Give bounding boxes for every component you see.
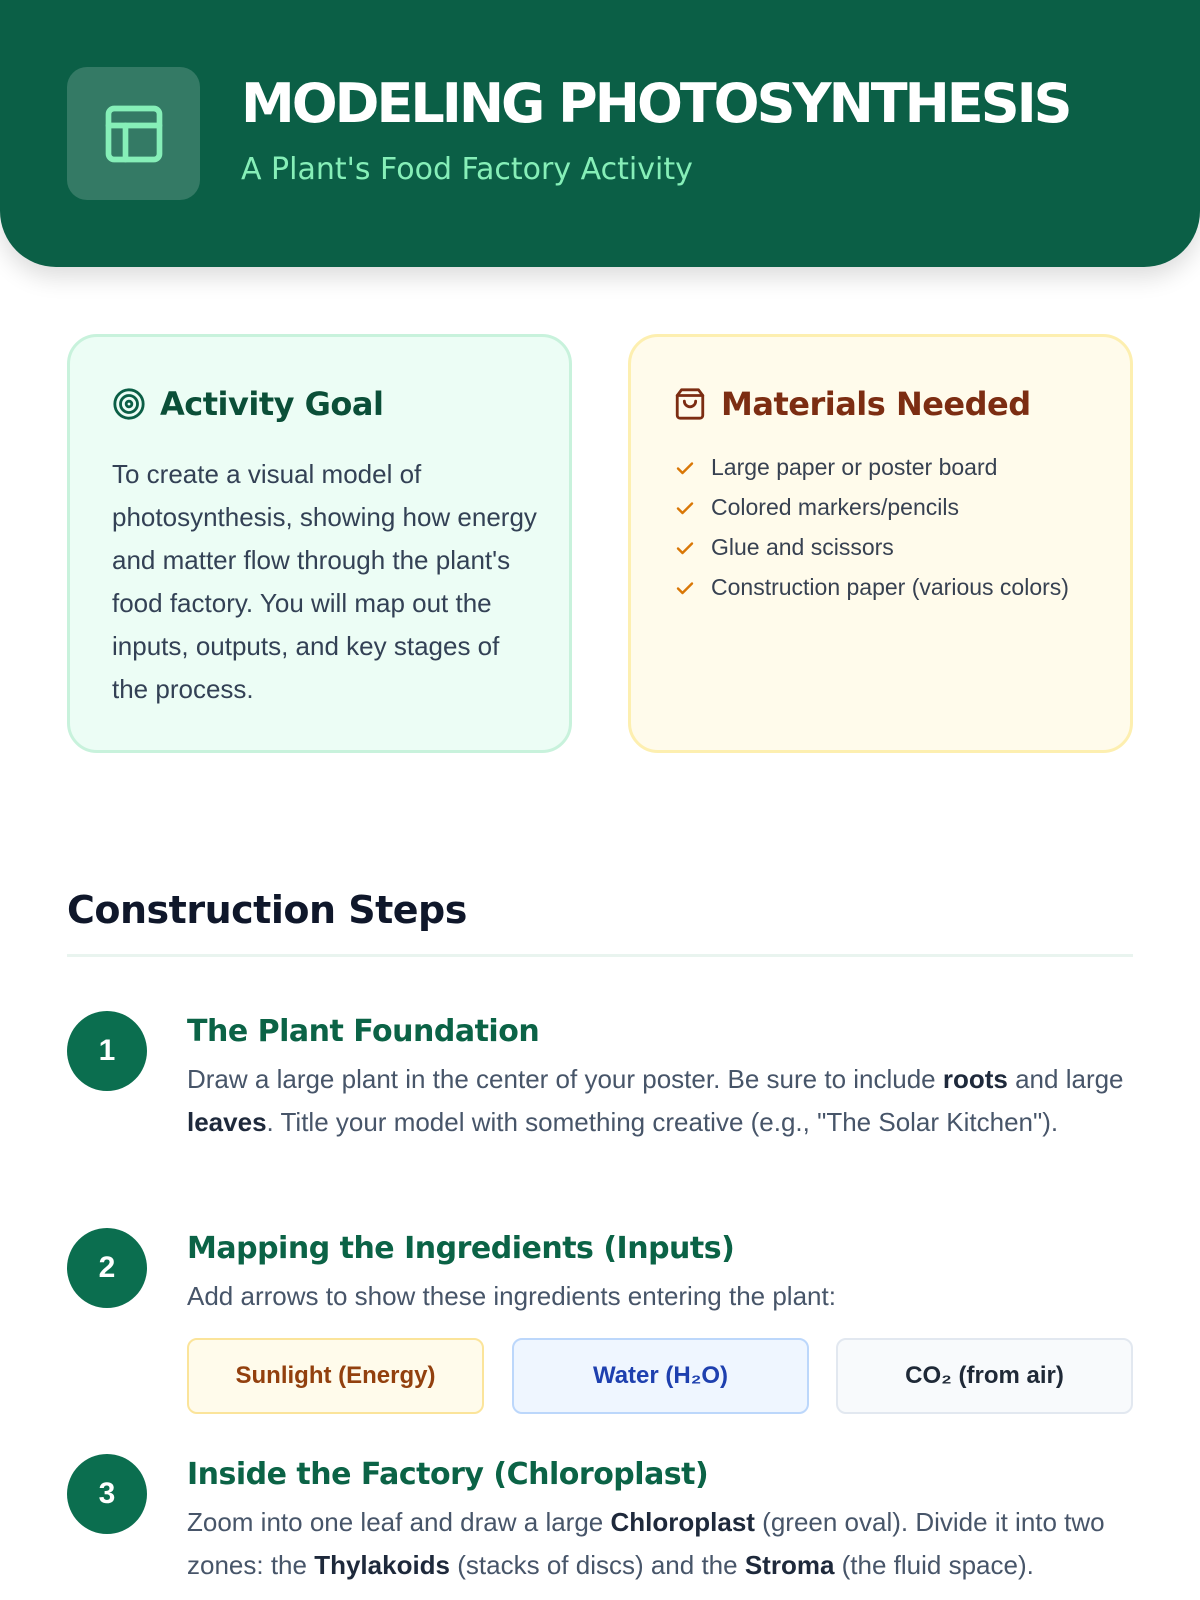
logo-badge: [67, 67, 200, 200]
activity-goal-header: [112, 385, 383, 423]
shopping-bag-icon: [673, 387, 707, 421]
materials-header: [673, 385, 1031, 423]
page-subtitle: A Plant's Food Factory Activity: [241, 152, 693, 187]
step-3-number: 3: [67, 1454, 147, 1534]
activity-goal-card: [67, 334, 572, 753]
materials-title: Materials Needed: [721, 385, 1031, 423]
section-divider: [67, 954, 1133, 957]
activity-goal-text: To create a visual model of photosynthesis, showing how energy and matter flow through the plant's food factory. You will map out the inputs, outputs, and key stages of the process.: [112, 459, 537, 704]
step-2-title: Mapping the Ingredients (Inputs): [187, 1231, 735, 1266]
list-item: [673, 491, 1093, 524]
step-2-text: Add arrows to show these ingredients entering the plant:: [187, 1281, 836, 1311]
step-2-number: 2: [67, 1228, 147, 1308]
activity-goal-title: Activity Goal: [160, 385, 384, 423]
step-3-text: Zoom into one leaf and draw a large Chloroplast (green oval). Divide it into two zones: the Thylakoids (stacks of discs) and the Stroma (the fluid space).: [187, 1507, 1105, 1580]
list-item: [673, 571, 1093, 604]
input-chip-water: Water (H₂O): [512, 1338, 809, 1414]
list-item: [673, 531, 1093, 564]
step-1-title: The Plant Foundation: [187, 1014, 540, 1049]
list-item: [673, 451, 1093, 484]
layout-icon: [100, 100, 168, 168]
material-label: Construction paper (various colors): [711, 574, 1069, 600]
check-icon: [673, 496, 697, 520]
page-header: [0, 0, 1200, 267]
section-title: Construction Steps: [67, 888, 467, 932]
step-1-text: Draw a large plant in the center of your poster. Be sure to include roots and large leaves. Title your model with something creative (e.g., "The Solar Kitchen").: [187, 1064, 1124, 1137]
material-label: Large paper or poster board: [711, 454, 998, 480]
step-1-number: 1: [67, 1011, 147, 1091]
material-label: Glue and scissors: [711, 534, 894, 560]
check-icon: [673, 576, 697, 600]
materials-list: [673, 451, 1093, 611]
page-title: MODELING PHOTOSYNTHESIS: [241, 72, 1070, 135]
check-icon: [673, 536, 697, 560]
materials-card: [628, 334, 1133, 753]
material-label: Colored markers/pencils: [711, 494, 959, 520]
input-chip-sunlight: Sunlight (Energy): [187, 1338, 484, 1414]
target-icon: [112, 387, 146, 421]
step-3-title: Inside the Factory (Chloroplast): [187, 1457, 709, 1492]
input-chip-co2: CO₂ (from air): [836, 1338, 1133, 1414]
check-icon: [673, 456, 697, 480]
